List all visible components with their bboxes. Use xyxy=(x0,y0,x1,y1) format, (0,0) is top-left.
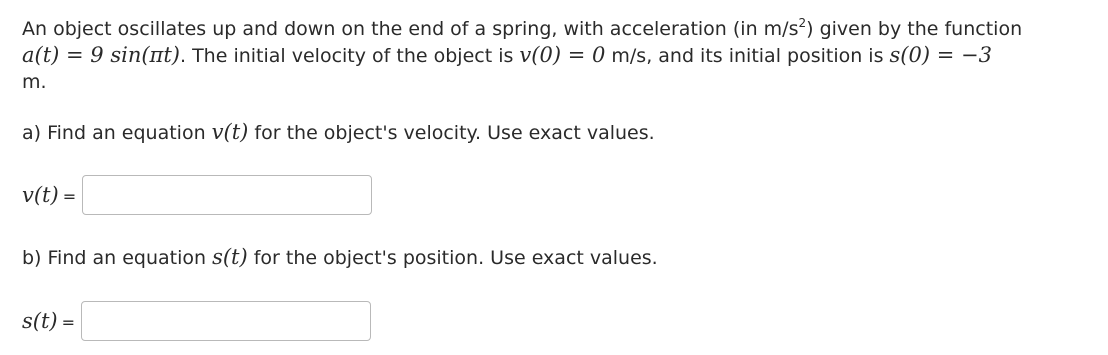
problem-text-2a: . The initial velocity of the object is xyxy=(179,45,520,67)
part-b-label-text: s(t) xyxy=(22,309,58,333)
initial-velocity: v(0) = 0 xyxy=(519,43,606,67)
acceleration-function: a(t) = 9 sin(πt) xyxy=(22,43,180,67)
problem-text-1a: An object oscillates up and down on the end of a spring, with acceleration (in xyxy=(22,18,764,40)
part-b-suffix: for the object's position. Use exact values. xyxy=(247,247,658,269)
part-a-math: v(t) xyxy=(211,120,249,144)
velocity-answer-input[interactable] xyxy=(82,175,372,215)
part-b-equals: = xyxy=(61,313,76,332)
part-b-question xyxy=(22,244,658,271)
problem-line-1 xyxy=(22,10,1082,42)
problem-text-1b: ) given by the function xyxy=(806,18,1023,40)
part-a-suffix: for the object's velocity. Use exact values. xyxy=(248,122,655,144)
part-a-label-text: v(t) xyxy=(22,183,59,207)
part-a-prefix: a) Find an equation xyxy=(22,122,212,144)
problem-statement xyxy=(22,10,1082,95)
problem-text-2b: , and its initial position is xyxy=(646,45,890,67)
acceleration-unit: m/s xyxy=(763,18,799,40)
part-a-equals: = xyxy=(62,187,77,206)
problem-line-2 xyxy=(22,42,1082,69)
part-b-answer-row xyxy=(22,299,371,343)
problem-line-3: m. xyxy=(22,71,47,93)
velocity-unit: m/s xyxy=(605,45,647,67)
part-a-answer-row xyxy=(22,173,372,217)
part-a-question xyxy=(22,119,655,146)
part-b-math: s(t) xyxy=(212,245,248,269)
initial-position: s(0) = −3 xyxy=(889,43,992,67)
part-b-answer-label xyxy=(22,309,75,333)
position-answer-input[interactable] xyxy=(81,301,371,341)
acceleration-unit-exponent: 2 xyxy=(798,16,807,30)
part-a-answer-label xyxy=(22,183,76,207)
part-b-prefix: b) Find an equation xyxy=(22,247,213,269)
